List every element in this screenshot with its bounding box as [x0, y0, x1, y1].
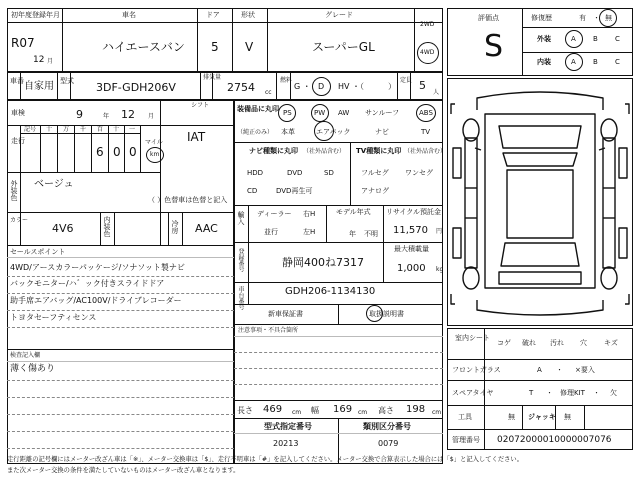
model-label: 型式 — [60, 77, 74, 85]
import-parallel: 並行 — [264, 228, 278, 236]
spare-kit: 修理KIT — [560, 389, 585, 397]
tv-fullseg: フルセグ — [361, 169, 389, 177]
reg-no-value: 静岡400ね7317 — [282, 256, 364, 269]
mileage-digit-1: 6 — [96, 145, 104, 159]
ac-value: AAC — [195, 222, 218, 235]
interior-label: 内装色 — [103, 216, 111, 237]
color-change-note: （ ）色替車は色替と記入 — [148, 196, 228, 204]
glass-replace: ×要入 — [575, 366, 595, 374]
repair-sep: ・ — [593, 14, 600, 22]
equip-airbag: エアバック — [316, 128, 351, 136]
interior-grade-label: 内装 — [537, 58, 551, 66]
interior-grade-c: C — [615, 58, 620, 66]
import-dealer: ディーラー — [257, 210, 292, 218]
mileage-digit-3: 0 — [129, 145, 137, 159]
usage-value: 自家用 — [24, 81, 54, 92]
grade-value: スーパーGL — [312, 40, 375, 54]
car-name-value: ハイエースバン — [102, 40, 185, 54]
jack-value: 無 — [564, 413, 571, 421]
drive-2wd-label: 2WD — [420, 21, 435, 28]
mileage-digit-2: 0 — [113, 145, 121, 159]
digit-label-ten-k: 万 — [63, 126, 70, 133]
displacement-value: 2754 — [227, 81, 255, 94]
equip-aw: AW — [338, 109, 350, 117]
reg-no-label: 登録番号 — [237, 248, 244, 272]
recycle-value: 11,570 — [393, 225, 428, 236]
equipment-sub: （純正のみ） — [237, 129, 274, 136]
digit-label-hundred-k: 十 — [46, 126, 53, 133]
shaken-label: 車検 — [11, 109, 25, 117]
first-reg-era: R07 — [11, 36, 35, 50]
fuel-options-g: G ・ — [294, 82, 311, 91]
persons-unit: 人 — [433, 89, 440, 96]
shift-label: シフト — [191, 102, 210, 109]
tools-label: 工具 — [458, 413, 472, 421]
spare-sep-2: ・ — [593, 389, 600, 397]
max-load-unit: kg — [436, 266, 444, 273]
equip-leather: 本革 — [281, 128, 295, 136]
exterior-color-value: ベージュ — [34, 179, 74, 190]
width-label: 幅 — [311, 406, 319, 415]
exterior-grade-label: 外装 — [537, 35, 551, 43]
interior-grade-a: A — [571, 58, 576, 66]
model-cert-label: 型式指定番号 — [264, 422, 312, 431]
model-year-unknown: 不明 — [364, 230, 378, 238]
glass-label: フロントガラス — [452, 366, 501, 374]
tools-value: 無 — [508, 413, 515, 421]
handle-right: 右H — [303, 210, 316, 218]
digit-label-ten: 十 — [113, 126, 120, 133]
inspector-note: 薄く傷あり — [10, 364, 56, 374]
footer-note-1: 走行距離の記号欄にはメーター改ざん車は「※」、メーター交換車は「$」、走行不明車は「#」を記入してください。メーター交換で合算表示した場合には「$」と記入してください。 — [7, 456, 524, 463]
exterior-grade-b: B — [593, 35, 598, 43]
max-load-label: 最大積載量 — [394, 245, 429, 253]
seat-tear: 破れ — [522, 339, 536, 347]
mgmt-no-value: 02072000010000007076 — [497, 435, 612, 445]
score-label: 評価点 — [478, 14, 499, 22]
repair-label: 修復歴 — [531, 14, 552, 22]
interior-grade-b: B — [593, 58, 598, 66]
glass-a: A — [537, 366, 542, 374]
model-year-label: モデル年式 — [336, 208, 371, 216]
cc-unit: cc — [265, 89, 272, 96]
spare-label: スペアタイヤ — [452, 389, 494, 397]
equip-ps: PS — [283, 109, 292, 117]
height-label: 高さ — [378, 406, 394, 415]
spare-sep-1: ・ — [546, 389, 553, 397]
equip-navi: ナビ — [375, 128, 389, 136]
doors-label: ドア — [206, 11, 220, 19]
navi-hdd: HDD — [247, 169, 264, 177]
sales-point-4: トヨタセーフティセンス — [10, 313, 97, 322]
category-no-label: 類別区分番号 — [363, 422, 411, 431]
seat-scratch: キズ — [604, 339, 618, 347]
capacity-value: 5 — [419, 79, 426, 92]
recycle-label: リサイクル預託金 — [386, 208, 442, 216]
height-unit: cm — [432, 409, 442, 416]
navi-sub: （社外品含む） — [303, 148, 346, 155]
sales-point-2: バックモニター/ハ゛ック付きスライドドア — [10, 279, 165, 288]
height-value: 198 — [406, 404, 426, 415]
shape-value: V — [245, 40, 254, 54]
seat-hole: 穴 — [580, 339, 587, 347]
displacement-label: 排気量 — [203, 74, 222, 81]
mile-unit: マイル — [145, 139, 163, 146]
mileage-label-1: 走行 — [11, 137, 25, 145]
color-no-value: 4V6 — [52, 222, 74, 235]
recycle-unit: 円 — [436, 228, 443, 235]
warranty-label: 新車保証書 — [268, 310, 303, 318]
equipment-label: 装備品に丸印 — [237, 105, 279, 113]
first-reg-month: 12 — [33, 55, 45, 65]
doors-value: 5 — [211, 40, 219, 54]
sales-point-1: 4WD/アースカラーパッケージ/ソナソット製ナビ — [10, 263, 185, 272]
chassis-label: 車台番号 — [237, 286, 244, 310]
km-unit: km — [150, 151, 160, 158]
exterior-grade-a: A — [571, 35, 576, 43]
seat-burn: コゲ — [497, 339, 511, 347]
model-year-unit: 年 — [349, 230, 356, 238]
tv-analog: アナログ — [361, 187, 389, 195]
car-no-label: 車番 — [10, 77, 24, 85]
jack-label: ジャッキ — [528, 413, 556, 421]
navi-sd: SD — [324, 169, 334, 177]
repair-yes: 有 — [579, 14, 586, 22]
footer-note-2: また次メーター交換の条件を満たしていないものはメーター改ざん車となります。 — [7, 467, 240, 474]
shift-value: IAT — [187, 130, 206, 144]
chassis-value: GDH206-1134130 — [285, 286, 376, 297]
vehicle-diagram-icon — [447, 78, 633, 326]
exterior-grade-c: C — [615, 35, 620, 43]
spare-missing: 欠 — [610, 389, 617, 397]
manual-label: 取扱説明書 — [369, 310, 404, 318]
first-reg-label: 初年度登録年月 — [11, 11, 60, 19]
mgmt-no-label: 管理番号 — [452, 436, 480, 444]
equip-tv: TV — [421, 128, 431, 136]
digit-label-hundred: 百 — [97, 126, 104, 133]
navi-dvd-play: DVD再生可 — [276, 187, 313, 195]
navi-title: ナビ種類に丸印 — [249, 147, 298, 155]
import-label: 輸入 — [237, 211, 245, 225]
spare-t: T — [529, 389, 534, 397]
length-unit: cm — [292, 409, 302, 416]
glass-sep: ・ — [556, 366, 563, 374]
shaken-month-unit: 月 — [148, 113, 155, 120]
tv-oneseg: ワンセグ — [405, 169, 433, 177]
shaken-month: 12 — [121, 108, 135, 121]
tv-sub: （社外品含む） — [404, 148, 447, 155]
max-load-value: 1,000 — [397, 263, 426, 274]
sales-point-3: 助手席エアバッグ/AC100V/ドライブレコーダー — [10, 296, 182, 305]
repair-none: 無 — [605, 14, 612, 22]
car-name-label: 車名 — [122, 11, 136, 19]
ac-label: 冷房 — [171, 220, 179, 234]
equip-abs: ABS — [419, 109, 433, 117]
tv-title: TV種類に丸印 — [356, 147, 402, 155]
digit-label-thousand: 千 — [80, 126, 87, 133]
handle-left: 左H — [303, 228, 316, 236]
seat-stain: 汚れ — [550, 339, 564, 347]
inspector-label: 検査記入欄 — [10, 352, 41, 359]
grade-label: グレード — [325, 11, 353, 19]
width-unit: cm — [358, 409, 368, 416]
exterior-label: 外装色 — [10, 180, 18, 201]
model-cert-value: 20213 — [273, 439, 299, 448]
navi-dvd: DVD — [287, 169, 303, 177]
equip-pw: PW — [314, 109, 326, 117]
drive-4wd-label: 4WD — [420, 49, 435, 56]
length-label: 長さ — [237, 406, 253, 415]
mileage-sign-label: 記号 — [24, 126, 37, 133]
digit-label-one: 一 — [129, 126, 136, 133]
header-grid — [7, 8, 443, 72]
score-value: S — [484, 29, 504, 64]
first-reg-month-unit: 月 — [47, 58, 54, 65]
notes-label: 注意事項・不具合箇所 — [238, 327, 299, 334]
shaken-year: 9 — [76, 108, 83, 121]
fuel-hv: HV ・（ ） — [338, 82, 397, 91]
navi-cd: CD — [247, 187, 258, 195]
fuel-d: D — [318, 82, 325, 91]
shape-label: 形状 — [241, 11, 255, 19]
color-no-label: カラー — [10, 217, 29, 224]
seat-label: 室内シート — [455, 334, 490, 342]
capacity-label: 定員 — [400, 77, 413, 84]
model-value: 3DF-GDH206V — [96, 81, 176, 94]
shaken-year-unit: 年 — [103, 113, 110, 120]
fuel-label: 燃料 — [280, 77, 293, 84]
category-no-value: 0079 — [378, 439, 399, 448]
equip-sunroof: サンルーフ — [365, 109, 400, 117]
width-value: 169 — [333, 404, 353, 415]
sales-point-label: セールスポイント — [10, 248, 66, 256]
length-value: 469 — [263, 404, 283, 415]
